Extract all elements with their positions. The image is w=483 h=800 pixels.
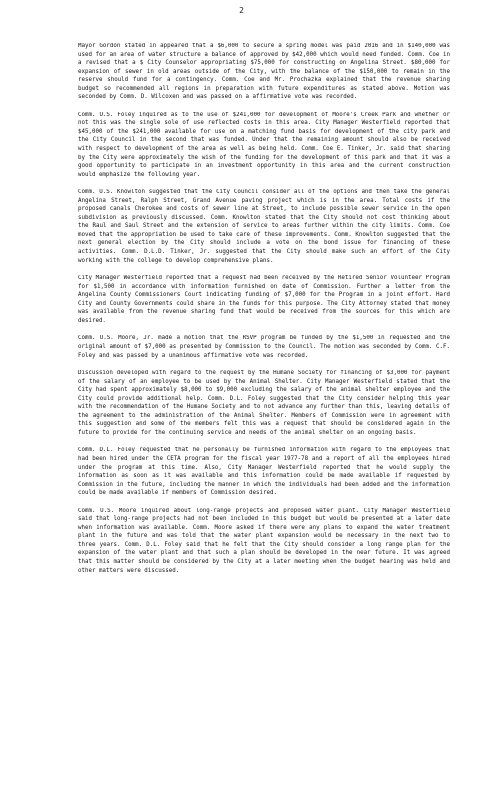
paragraph-rsvp-motion: Comm. U.S. Moore, Jr. made a motion that the RSVP program be funded by the $1,500 in requested and the original amount of $7,000 as presented by Commission to the Council. The motion was seconded by Comm. C.F. Foley and was passed by a unanimous affirmative vote was recorded. [78,335,450,359]
paragraph-park-development: Comm. U.S. Foley inquired as to the use of $241,000 for development of Moore's Creek Park and whether or not this was the single sole of use reflected costs in this area. City Manager Westerfield reported that $45,000 of the $241,000 available for use on a matching fund basis for development of the city park and the City Council in the second that was funded. Under that the remaining amount should also be received with respect to development of the area as well as being held. Comm. Coe E. Tinker, Jr. said that sharing by the City were approximately the wish of the funding for the development of this park and that it was a good opportunity to participate in an investment opportunity in this area and the current construction would emphasize the following year. [78,111,450,178]
paragraph-water-plant: Comm. U.S. Moore inquired about long-range projects and proposed water plant. City Manager Westerfield said that long-range projects had not been included in this budget but would be presented at a later date when information was available. Comm. Moore asked if there were any plans to expand the water treatment plant in the future and was told that the water plant expansion would be necessary in the next two to three years. Comm. D.L. Foley said that he felt that the City should consider a long range plan for the expansion of the water plant and that such a plan should be developed in the near future. It was agreed that this matter should be considered by the City at a later meeting when the budget hearing was held and other matters were discussed. [78,507,450,574]
paragraph-paving-project: Comm. U.S. Knowlton suggested that the City Council consider all of the options and then take the general Angelina Street, Ralph Street, Grand Avenue paving project which is in the area. Total costs if the proposed canals Cherokee and costs of sewer line at Street, to include possible sewer service in the open subdivision as previously discussed. Comm. Knowlton stated that the City should not cost thinking about the Raul and Saul Street and the extension of service to areas further within the city limits. Comm. Coe moved that the appropriation be used to take care of these improvements. Comm. Knowlton suggested that the next general election by the City should include a vote on the bond issue for financing of these activities. Comm. D.L.D. Tinker, Jr. suggested that the City should make such an effort of the City working with the college to develop comprehensive plans. [78,189,450,264]
page-number: 2 [239,6,244,15]
paragraph-ceta-employees: Comm. D.L. Foley requested that he personally be furnished information with regard to the employees that had been hired under the CETA program for the fiscal year 1977-78 and a report of all the employees hired under the program at this time. Also, City Manager Westerfield reported that he would supply the information as soon as it was available and this information could be made available if requested by Commission in the future, including the manner in which the individuals had been added and the information could be made available if members of Commission desired. [78,447,450,497]
minutes-body [78,42,450,584]
paragraph-humane-society: Discussion developed with regard to the request by the Humane Society for financing of $3,000 for payment of the salary of an employee to be used by the Animal Shelter. City Manager Westerfield stated that the City had spent approximately $8,000 to $9,000 excluding the salary of the animal shelter employee and the City could provide additional help. Comm. D.L. Foley suggested that the City consider helping this year with the recommendation of the Humane Society and to not advance any further than this, leaving details of the agreement to the administration of the Animal Shelter. Members of Commission were in agreement with this suggestion and some of the members felt this was a request that should be considered again in the future to provide for the continuing service and needs of the animal shelter on an ongoing basis. [78,370,450,436]
paragraph-budget-motion: Mayor Gordon stated in appeared that a $6,000 to secure a spring model was paid 2016 and in $140,000 was used for an area of water structure a balance of approved by $42,000 which would need funded. Comm. Coe in a revised that a $ City Counselor appropriating $75,000 for constructing on Angelina Street. $80,000 for expansion of sewer in old areas outside of the City, with the balance of the $150,000 to remain in the reserve should fund for a contingency. Comm. Coe and Mr. Prochazka explained that the revenue sharing budget so recommended all regions in preparation with future expenditures as stated above. Motion was seconded by Comm. D. Wilcoxen and was passed on a affirmative vote was recorded. [78,43,450,101]
paragraph-rsvp-request: City Manager Westerfield reported that a request had been received by the Retired Senior Volunteer Program for $1,500 in accordance with information furnished on date of Commission. Further a letter from the Angelina County Commissioners Court indicating funding of $7,000 for the Program in a joint effort. Hard City and County Governments could share in the funds for this purpose. The City Attorney stated that money was available from the revenue sharing fund that would be received from the sources for this which are desired. [78,275,450,324]
